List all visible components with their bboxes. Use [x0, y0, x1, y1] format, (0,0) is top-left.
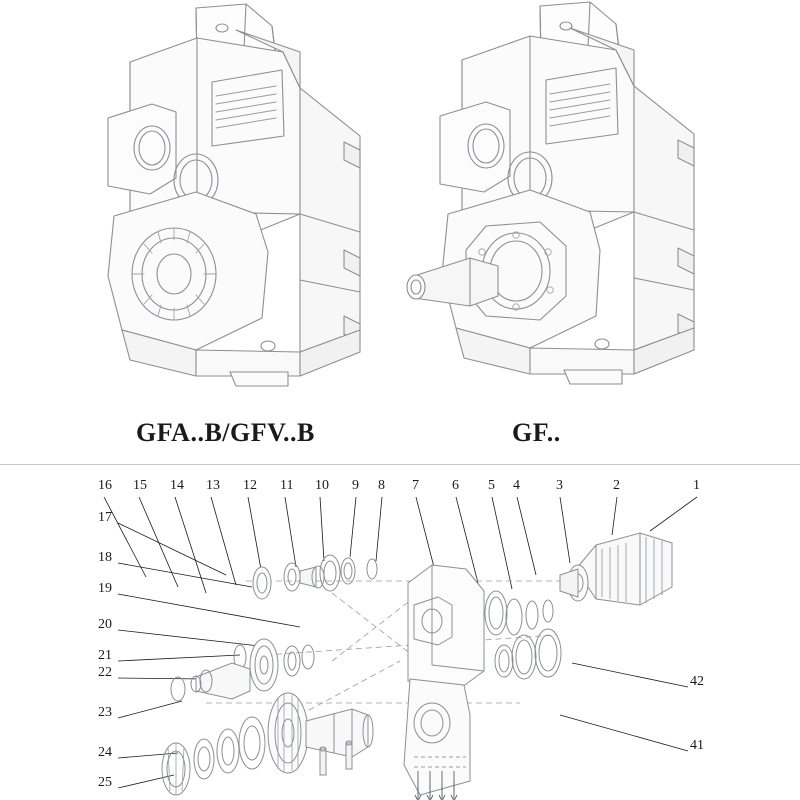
right-gear-unit-drawing: [407, 2, 694, 384]
callout-6: 6: [452, 478, 459, 493]
callout-20: 20: [98, 617, 112, 632]
output-gear-parts: [162, 693, 373, 795]
callout-4: 4: [513, 478, 520, 493]
housing-part: [404, 565, 484, 797]
callout-10: 10: [315, 478, 329, 493]
caption-gf: GF..: [512, 418, 561, 447]
callout-7: 7: [412, 478, 419, 493]
middle-shaft-parts: [171, 639, 314, 701]
callout-19: 19: [98, 581, 112, 596]
callout-5: 5: [488, 478, 495, 493]
callout-12: 12: [243, 478, 257, 493]
callout-24: 24: [98, 745, 112, 760]
leader-lines-right: [560, 663, 688, 751]
callout-42: 42: [690, 674, 704, 689]
callout-15: 15: [133, 478, 147, 493]
callout-3: 3: [556, 478, 563, 493]
callout-8: 8: [378, 478, 385, 493]
exploded-assembly-drawing: [0, 465, 800, 800]
left-gear-unit-drawing: [108, 4, 360, 386]
callout-1: 1: [693, 478, 700, 493]
callout-17: 17: [98, 510, 112, 525]
callout-23: 23: [98, 705, 112, 720]
ring-stack-parts: [485, 591, 561, 679]
callout-25: 25: [98, 775, 112, 790]
exploded-view-area: [0, 465, 800, 800]
callout-22: 22: [98, 665, 112, 680]
callout-21: 21: [98, 648, 112, 663]
callout-13: 13: [206, 478, 220, 493]
caption-gfa-gfv-b: GFA..B/GFV..B: [136, 418, 315, 447]
callout-11: 11: [280, 478, 294, 493]
callout-16: 16: [98, 478, 112, 493]
callout-41: 41: [690, 738, 704, 753]
upper-shaft-parts: [253, 555, 377, 599]
callout-9: 9: [352, 478, 359, 493]
callout-18: 18: [98, 550, 112, 565]
motor-adapter-part: [560, 533, 672, 605]
callout-2: 2: [613, 478, 620, 493]
callout-14: 14: [170, 478, 184, 493]
